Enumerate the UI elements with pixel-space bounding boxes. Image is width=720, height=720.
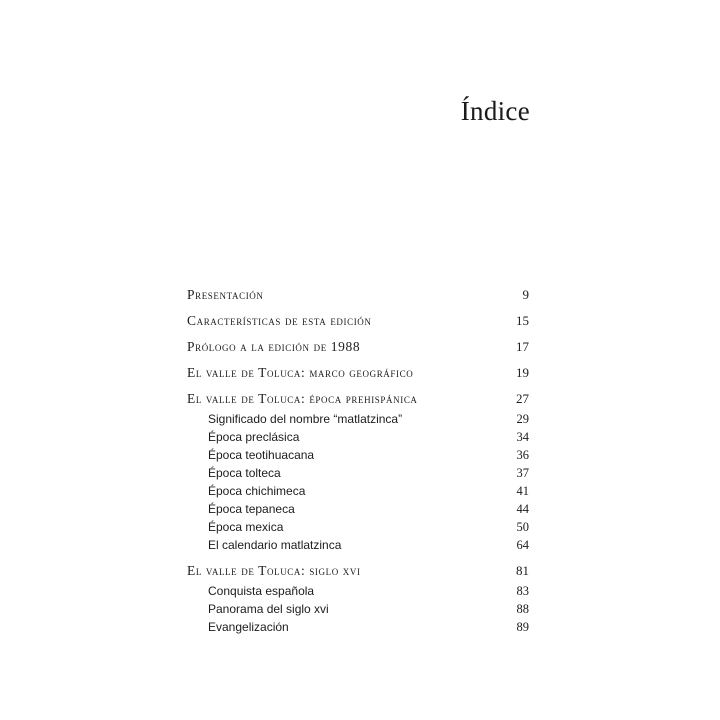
toc-subentry-conquista — [187, 582, 530, 600]
toc-subentry-teotihuacana — [187, 446, 530, 464]
toc-subentry-evangelizacion — [187, 618, 530, 636]
toc-subentry-page: 64 — [516, 538, 529, 552]
toc-subentry-page: 89 — [516, 620, 529, 634]
toc-subentry-tolteca — [187, 464, 530, 482]
toc-entry-caracteristicas — [187, 312, 530, 330]
toc-entry-page: 9 — [522, 287, 529, 302]
toc-subentry-label: El calendario matlatzinca — [208, 538, 342, 552]
toc-subentry-page: 44 — [516, 502, 529, 516]
page-title: Índice — [460, 96, 530, 127]
toc-entry-siglo-xvi — [187, 562, 530, 580]
toc-entry-page: 15 — [516, 313, 529, 328]
toc-subentry-label: Época chichimeca — [208, 484, 306, 498]
toc-subentry-chichimeca — [187, 482, 530, 500]
toc-entry-marco-geografico — [187, 364, 530, 382]
toc-entry-label: Características de esta edición — [187, 313, 372, 328]
toc-entry-label: Prólogo a la edición de 1988 — [187, 339, 361, 354]
toc-entry-prologo — [187, 338, 530, 356]
toc-subentry-mexica — [187, 518, 530, 536]
toc-subentry-page: 41 — [516, 484, 529, 498]
toc-subentry-page: 88 — [516, 602, 529, 616]
toc-entry-label: El valle de Toluca: siglo xvi — [187, 563, 361, 578]
toc-subentry-label: Época preclásica — [208, 430, 300, 444]
toc-subentry-page: 29 — [516, 412, 529, 426]
toc-subentry-label: Significado del nombre “matlatzinca” — [208, 412, 403, 426]
toc-subentry-page: 36 — [516, 448, 529, 462]
toc-subentry-page: 37 — [516, 466, 529, 480]
toc-entry-epoca-prehispanica — [187, 390, 530, 408]
toc-entry-page: 27 — [516, 391, 529, 406]
toc-subentry-tepaneca — [187, 500, 530, 518]
toc-entry-presentacion — [187, 286, 530, 304]
toc-entry-page: 19 — [516, 365, 529, 380]
toc-entry-page: 17 — [516, 339, 529, 354]
table-of-contents — [187, 286, 530, 644]
toc-subentry-calendario — [187, 536, 530, 554]
toc-subentry-label: Conquista española — [208, 584, 315, 598]
toc-subentry-label: Evangelización — [208, 620, 289, 634]
toc-subentry-label: Panorama del siglo xvi — [208, 602, 329, 616]
toc-subentry-page: 50 — [516, 520, 529, 534]
toc-subentry-preclasica — [187, 428, 530, 446]
toc-subentry-label: Época tolteca — [208, 466, 281, 480]
toc-subentry-label: Época mexica — [208, 520, 284, 534]
toc-entry-page: 81 — [516, 563, 529, 578]
toc-entry-label: El valle de Toluca: época prehispánica — [187, 391, 418, 406]
toc-subentry-page: 83 — [516, 584, 529, 598]
toc-subentry-label: Época tepaneca — [208, 502, 295, 516]
toc-subentry-label: Época teotihuacana — [208, 448, 315, 462]
toc-subentry-panorama — [187, 600, 530, 618]
toc-entry-label: El valle de Toluca: marco geográfico — [187, 365, 414, 380]
toc-subentry-significado — [187, 410, 530, 428]
toc-subentry-page: 34 — [516, 430, 529, 444]
toc-entry-label: Presentación — [187, 287, 264, 302]
